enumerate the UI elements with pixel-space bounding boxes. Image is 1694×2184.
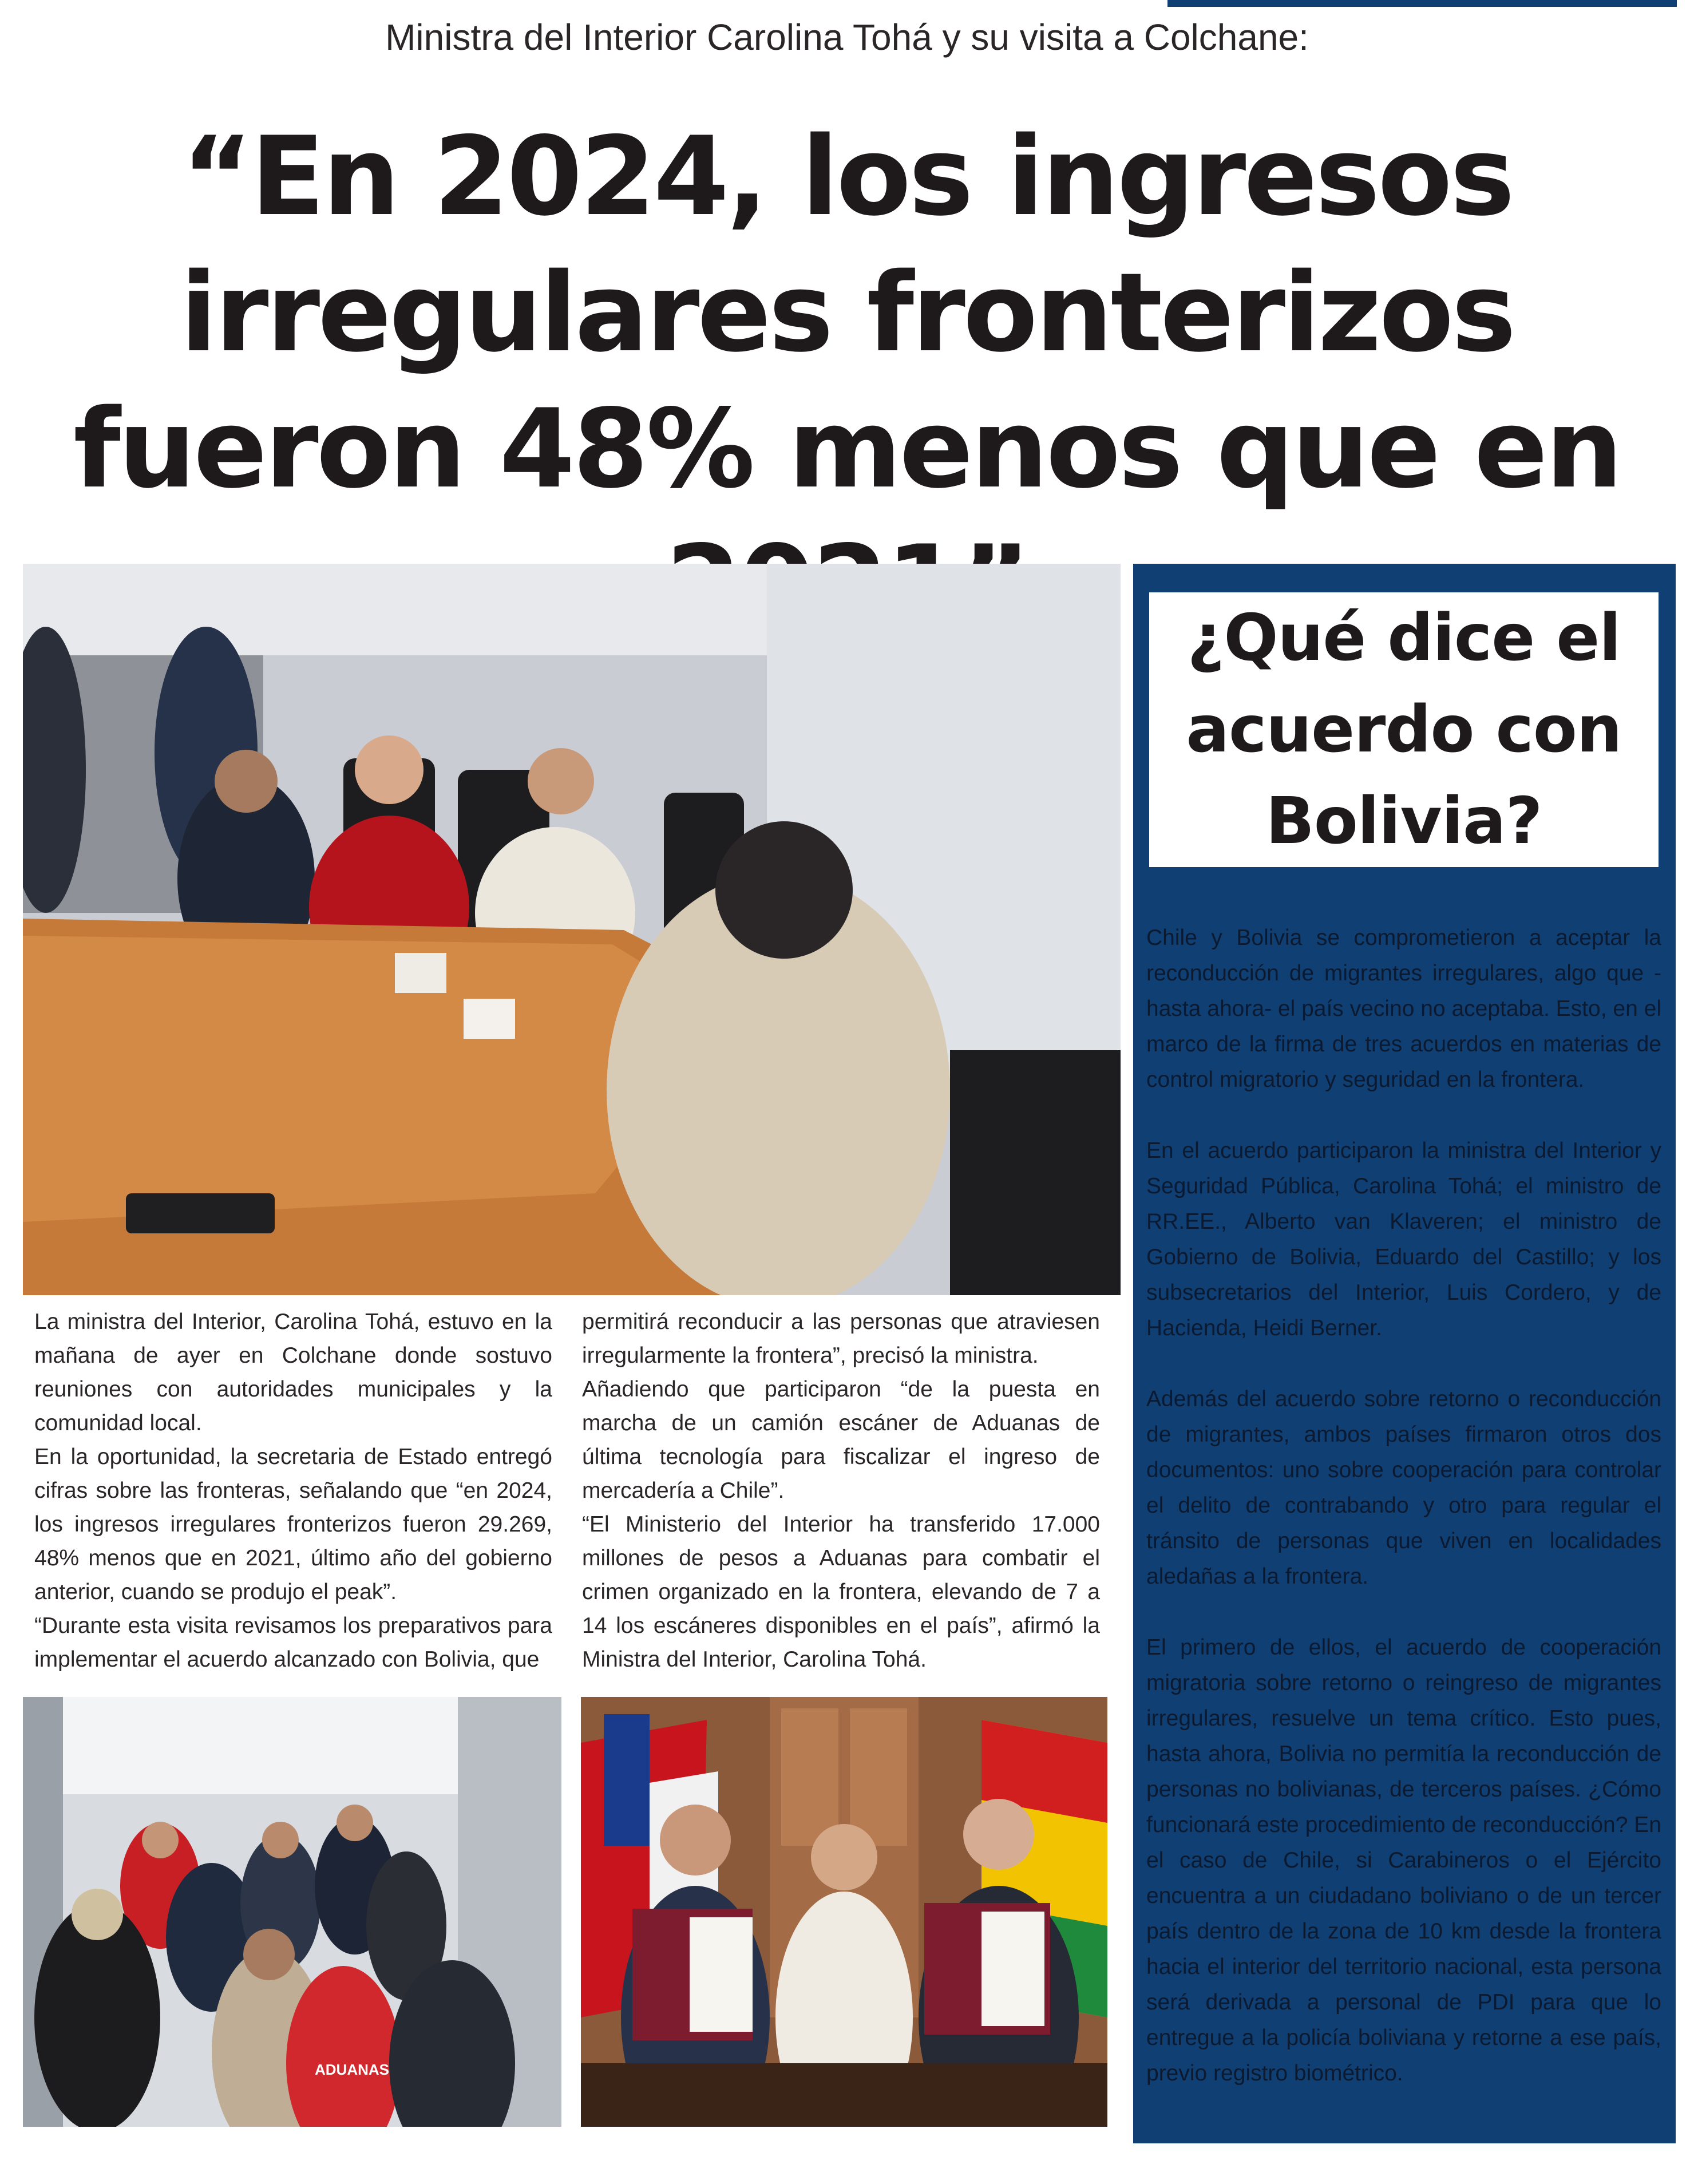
article-paragraph: “Durante esta visita revisamos los preparativos para implementar el acuerdo alcanzado con Bolivia, que [34, 1613, 552, 1672]
sidebar-paragraph: Chile y Bolivia se comprometieron a aceptar la reconducción de migrantes irregulares, algo que -hasta ahora- el país vecino no aceptaba. Esto, en el marco de la firma de tres acuerdos en materias de control migratorio y seguridad en la frontera. [1146, 925, 1661, 1092]
sidebar-body [1146, 920, 1661, 2127]
article-headline: “En 2024, los ingresos irregulares fronterizos fueron 48% menos que en [73, 113, 1621, 512]
sidebar-paragraph: El primero de ellos, el acuerdo de cooperación migratoria sobre retorno o reingreso de migrantes irregulares, resuelve un tema crítico. Esto pues, hasta ahora, Bolivia no permitía la reconducción de personas no bolivianas, de terceros países. ¿Cómo funcionará este procedimiento de reconducción? En el caso de Chile, si Carabineros o el Ejército encuentra a un ciudadano boliviano o de un tercer país dentro de la zona de 10 km desde la frontera hacia el interior del territorio nacional, esta persona será derivada a personal de PDI para que lo entregue a la policía boliviana y retorne a ese país, previo registro biométrico. [1146, 1635, 1661, 2086]
signing-photo [581, 1697, 1107, 2127]
article-paragraph: permitirá reconducir a las personas que atraviesen irregularmente la frontera”, precisó la ministra. [582, 1309, 1100, 1368]
crowd-photo [23, 1697, 561, 2127]
article-kicker: Ministra del Interior Carolina Tohá y su visita a Colchane: [385, 17, 1309, 58]
article-paragraph: “El Ministerio del Interior ha transferido 17.000 millones de pesos a Aduanas para combatir el crimen organizado en la frontera, elevando de 7 a 14 los escáneres disponibles en el país”, afirmó la Ministra del Interior, Carolina Tohá. [582, 1512, 1100, 1672]
meeting-photo [23, 564, 1121, 1295]
article-paragraph: La ministra del Interior, Carolina Tohá, estuvo en la mañana de ayer en Colchane donde sostuvo reuniones con autoridades municipales y la comunidad local. [34, 1309, 552, 1435]
top-accent-rule [1167, 0, 1677, 7]
sidebar-title: ¿Qué dice el acuerdo con Bolivia? [1186, 601, 1622, 858]
vest-label: ADUANAS [315, 2061, 389, 2078]
sidebar-paragraph: Además del acuerdo sobre retorno o reconducción de migrantes, ambos países firmaron otros dos documentos: uno sobre cooperación para controlar el delito de contrabando y otro para regular el tránsito de personas que viven en localidades aledañas a la frontera. [1146, 1387, 1661, 1589]
article-column-2 [582, 1305, 1100, 1676]
article-paragraph: En la oportunidad, la secretaria de Estado entregó cifras sobre las fronteras, señalando que “en 2024, los ingresos irregulares fronterizos fueron 29.269, 48% menos que en 2021, último año del gobierno anterior, cuando se produjo el peak”. [34, 1445, 552, 1604]
article-column-1 [34, 1305, 552, 1676]
sidebar-title-box [1149, 592, 1659, 867]
sidebar-paragraph: En el acuerdo participaron la ministra del Interior y Seguridad Pública, Carolina Tohá; el ministro de RR.EE., Alberto van Klaveren; el ministro de Gobierno de Bolivia, Eduardo del Castillo; y los subsecretarios del Interior, Luis Cordero, y de Hacienda, Heidi Berner. [1146, 1138, 1661, 1340]
article-paragraph: Añadiendo que participaron “de la puesta en marcha de un camión escáner de Aduanas de última tecnología para fiscalizar el ingreso de mercadería a Chile”. [582, 1377, 1100, 1503]
